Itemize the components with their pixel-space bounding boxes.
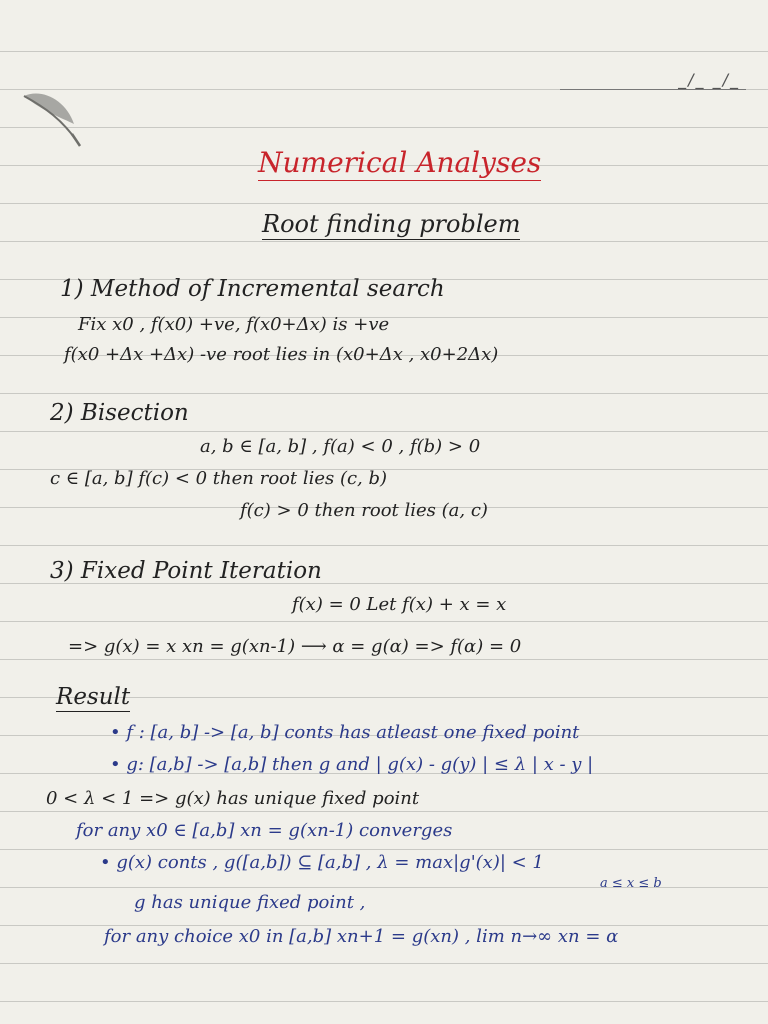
incremental-line-2: f(x0 +Δx +Δx) -ve root lies in (x0+Δx , x0+2Δx) [64,344,499,365]
section-heading-incremental-search: 1) Method of Incremental search [60,276,445,302]
result-line-3: 0 < λ < 1 => g(x) has unique fixed point [46,788,420,809]
result-line-2: • g: [a,b] -> [a,b] then g and | g(x) - g(y) | ≤ λ | x - y | [110,754,594,775]
result-line-6: g has unique fixed point , [134,892,366,913]
bisection-line-3: f(c) > 0 then root lies (a, c) [240,500,488,521]
page-title: Numerical Analyses [258,146,542,179]
result-max-range: a ≤ x ≤ b [600,876,662,891]
date-field: _/_ _/_ [560,70,746,90]
fixed-point-line-1: f(x) = 0 Let f(x) + x = x [292,594,507,615]
result-line-5: • g(x) conts , g([a,b]) ⊆ [a,b] , λ = max|g'(x)| < 1 [100,852,544,873]
bisection-line-2: c ∈ [a, b] f(c) < 0 then root lies (c, b) [50,468,388,489]
fixed-point-line-2: => g(x) = x xn = g(xn-1) ⟶ α = g(α) => f(α) = 0 [68,636,522,657]
section-heading-result: Result [56,684,131,710]
bisection-line-1: a, b ∈ [a, b] , f(a) < 0 , f(b) > 0 [200,436,481,457]
section-heading-fixed-point: 3) Fixed Point Iteration [50,558,322,584]
section-heading-bisection: 2) Bisection [50,400,189,426]
result-line-1: • f : [a, b] -> [a, b] conts has atleast one fixed point [110,722,580,743]
feather-quill-icon [16,82,86,152]
result-line-7: for any choice x0 in [a,b] xn+1 = g(xn) , lim n→∞ xn = α [104,926,619,947]
result-line-4: for any x0 ∈ [a,b] xn = g(xn-1) converges [76,820,453,841]
incremental-line-1: Fix x0 , f(x0) +ve, f(x0+Δx) is +ve [78,314,390,335]
page-subtitle: Root finding problem [262,210,521,238]
